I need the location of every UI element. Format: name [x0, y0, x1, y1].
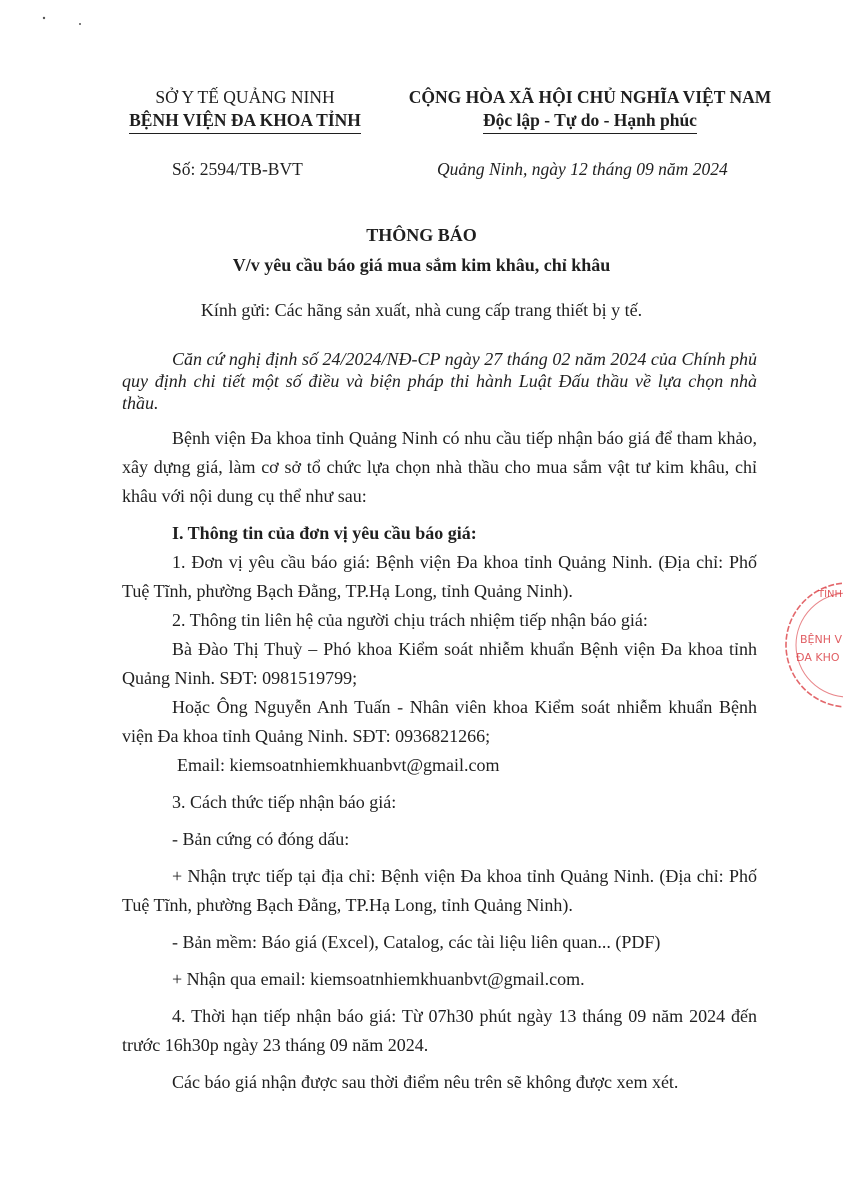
soft-copy-paragraph: - Bản mềm: Báo giá (Excel), Catalog, các tài liệu liên quan... (PDF)	[172, 932, 661, 952]
stamp-seal-icon	[768, 575, 843, 715]
document-number: Số: 2594/TB-BVT	[172, 159, 303, 179]
legal-basis-paragraph: Căn cứ nghị định số 24/2024/NĐ-CP ngày 27 tháng 02 năm 2024 của Chính phủ quy định chi tiết một số điều và biện pháp thi hành Luật Đấu thầu về lựa chọn nhà thầu.	[122, 349, 757, 413]
document-title: THÔNG BÁO	[366, 225, 477, 245]
document-subject: V/v yêu cầu báo giá mua sắm kim khâu, chỉ khâu	[232, 255, 611, 275]
item-1-paragraph: 1. Đơn vị yêu cầu báo giá: Bệnh viện Đa khoa tỉnh Quảng Ninh. (Địa chỉ: Phố Tuệ Tĩnh, phường Bạch Đằng, TP.Hạ Long, tỉnh Quảng Ninh).	[122, 552, 757, 601]
national-motto: Độc lập - Tự do - Hạnh phúc	[483, 109, 697, 134]
contact-2-paragraph: Hoặc Ông Nguyễn Anh Tuấn - Nhân viên khoa Kiểm soát nhiễm khuẩn Bệnh viện Đa khoa tỉnh Quảng Ninh. SĐT: 0936821266;	[122, 697, 757, 746]
issuer-block	[100, 86, 390, 134]
item-3-paragraph: 3. Cách thức tiếp nhận báo giá:	[172, 792, 397, 812]
soft-copy-detail-paragraph: + Nhận qua email: kiemsoatnhiemkhuanbvt@gmail.com.	[172, 969, 585, 989]
item-4-paragraph: 4. Thời hạn tiếp nhận báo giá: Từ 07h30 phút ngày 13 tháng 09 năm 2024 đến trước 16h30p ngày 23 tháng 09 năm 2024.	[122, 1006, 757, 1055]
hard-copy-paragraph: - Bản cứng có đóng dấu:	[172, 829, 350, 849]
hard-copy-detail-paragraph: + Nhận trực tiếp tại địa chỉ: Bệnh viện Đa khoa tỉnh Quảng Ninh. (Địa chỉ: Phố Tuệ Tĩnh, phường Bạch Đằng, TP.Hạ Long, tỉnh Quảng Ninh).	[122, 866, 757, 915]
document-body	[122, 348, 757, 1105]
svg-text:TỈNH: TỈNH	[818, 589, 843, 600]
title-block	[0, 220, 843, 280]
section-heading: I. Thông tin của đơn vị yêu cầu báo giá:	[172, 523, 477, 543]
intro-paragraph: Bệnh viện Đa khoa tỉnh Quảng Ninh có nhu cầu tiếp nhận báo giá để tham khảo, xây dựng giá, làm cơ sở tổ chức lựa chọn nhà thầu cho mua sắm vật tư kim khâu, chỉ khâu với nội dung cụ thể như sau:	[122, 428, 757, 506]
scan-specks	[40, 12, 100, 32]
national-title: CỘNG HÒA XÃ HỘI CHỦ NGHĨA VIỆT NAM	[408, 87, 772, 107]
contact-1-paragraph: Bà Đào Thị Thuỳ – Phó khoa Kiểm soát nhiễm khuẩn Bệnh viện Đa khoa tỉnh Quảng Ninh. SĐT: 0981519799;	[122, 639, 757, 688]
item-2-paragraph: 2. Thông tin liên hệ của người chịu trách nhiệm tiếp nhận báo giá:	[172, 610, 648, 630]
email-paragraph: Email: kiemsoatnhiemkhuanbvt@gmail.com	[177, 755, 500, 775]
svg-text:BỆNH V: BỆNH V	[800, 633, 843, 646]
issuer-department: SỞ Y TẾ QUẢNG NINH	[155, 87, 335, 107]
national-motto-block	[375, 86, 805, 134]
document-date: Quảng Ninh, ngày 12 tháng 09 năm 2024	[437, 159, 728, 179]
svg-text:ĐA KHO: ĐA KHO	[796, 651, 840, 664]
issuer-hospital: BỆNH VIỆN ĐA KHOA TỈNH	[129, 109, 361, 134]
closing-paragraph: Các báo giá nhận được sau thời điểm nêu trên sẽ không được xem xét.	[172, 1072, 679, 1092]
recipient-line: Kính gửi: Các hãng sản xuất, nhà cung cấp trang thiết bị y tế.	[200, 300, 643, 320]
